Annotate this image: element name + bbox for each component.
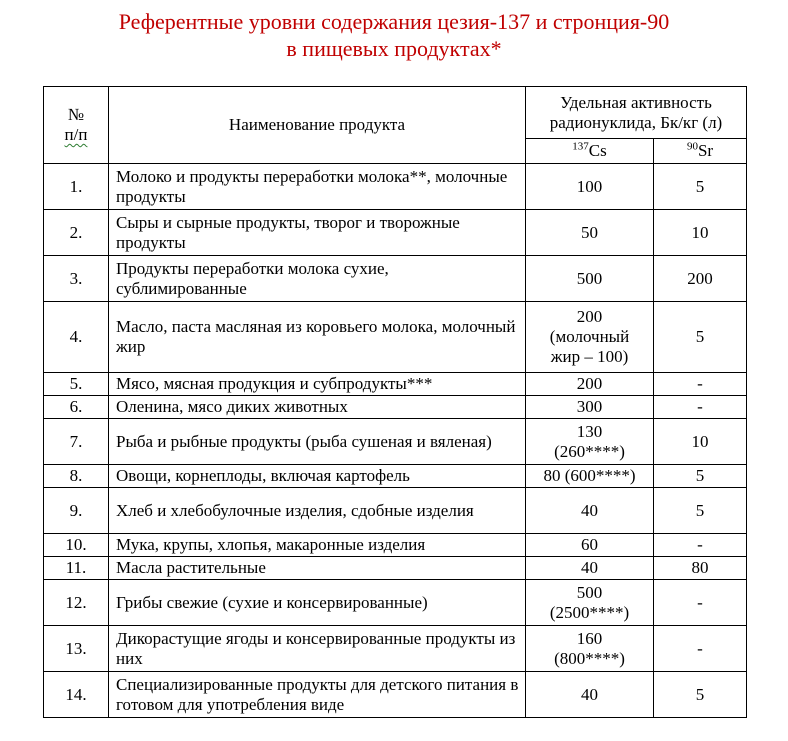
product-name: Рыба и рыбные продукты (рыба сушеная и вяленая) — [109, 419, 526, 465]
row-number: 11. — [44, 557, 109, 580]
table-row — [44, 164, 747, 210]
sr90-value: - — [654, 534, 747, 557]
table-row — [44, 488, 747, 534]
row-number: 7. — [44, 419, 109, 465]
cs-mass-number: 137 — [572, 140, 589, 153]
cs137-value-line: 200 — [576, 307, 603, 326]
title-line-1: Референтные уровни содержания цезия-137 и стронция-90 — [118, 9, 670, 34]
cs137-value — [526, 419, 654, 465]
header-activity-line-1: Удельная активность — [560, 92, 712, 112]
table-row — [44, 210, 747, 256]
sr90-value: - — [654, 580, 747, 626]
cs137-value-line: (260****) — [554, 441, 625, 461]
sr-symbol: Sr — [697, 141, 714, 160]
sr-mass-number: 90 — [686, 140, 698, 153]
cs137-value-line: (2500****) — [549, 602, 630, 622]
cs137-value — [526, 302, 654, 373]
product-name: Оленина, мясо диких животных — [109, 396, 526, 419]
cs137-value-line: 130 — [576, 421, 603, 441]
header-activity-line-2: радионуклида, Бк/кг (л) — [549, 112, 723, 132]
row-number: 1. — [44, 164, 109, 210]
cs137-value-line: 40 — [581, 684, 598, 704]
row-number: 14. — [44, 672, 109, 718]
product-name: Мясо, мясная продукция и субпродукты*** — [109, 373, 526, 396]
sr90-value: 5 — [654, 302, 747, 373]
table-row — [44, 672, 747, 718]
cs137-value-line: 300 — [576, 397, 603, 416]
sr90-value: - — [654, 373, 747, 396]
product-name: Сыры и сырные продукты, творог и творожные продукты — [109, 210, 526, 256]
cs137-value-line: 60 — [581, 535, 598, 554]
table-row — [44, 626, 747, 672]
table-row — [44, 534, 747, 557]
sr90-value: 80 — [654, 557, 747, 580]
header-product-name: Наименование продукта — [109, 87, 526, 164]
sr90-value: 10 — [654, 419, 747, 465]
row-number: 12. — [44, 580, 109, 626]
title-line-2: в пищевых продуктах* — [286, 36, 502, 61]
table-row — [44, 557, 747, 580]
header-number-cell — [44, 87, 109, 164]
product-name: Мука, крупы, хлопья, макаронные изделия — [109, 534, 526, 557]
table-header — [44, 87, 747, 164]
row-number: 5. — [44, 373, 109, 396]
cs137-value-line: жир – 100) — [550, 347, 629, 366]
product-name: Специализированные продукты для детского питания в готовом для употребления виде — [109, 672, 526, 718]
cs-symbol: Cs — [588, 141, 607, 160]
cs137-value — [526, 672, 654, 718]
table-row — [44, 580, 747, 626]
cs137-value-line: 50 — [581, 222, 598, 242]
sr90-value: 5 — [654, 164, 747, 210]
header-sr90 — [654, 139, 747, 164]
product-name: Продукты переработки молока сухие, сублимированные — [109, 256, 526, 302]
sr90-value: 10 — [654, 210, 747, 256]
row-number: 3. — [44, 256, 109, 302]
cs137-value-line: 100 — [576, 176, 603, 196]
sr90-value: 5 — [654, 488, 747, 534]
document-title — [0, 8, 788, 62]
product-name: Грибы свежие (сухие и консервированные) — [109, 580, 526, 626]
cs137-value — [526, 256, 654, 302]
product-name: Овощи, корнеплоды, включая картофель — [109, 465, 526, 488]
cs137-value-line: 500 — [576, 582, 603, 602]
row-number: 8. — [44, 465, 109, 488]
header-row-1 — [44, 87, 747, 139]
table-row — [44, 256, 747, 302]
table-body — [44, 164, 747, 718]
cs137-value-line: (800****) — [554, 648, 625, 668]
row-number: 10. — [44, 534, 109, 557]
product-name: Масла растительные — [109, 557, 526, 580]
cs137-value — [526, 488, 654, 534]
cs137-value-line: 160 — [576, 628, 603, 648]
sr90-value: 200 — [654, 256, 747, 302]
cs137-value — [526, 557, 654, 580]
sr90-value: 5 — [654, 465, 747, 488]
cs137-value-line: 40 — [581, 500, 598, 520]
cs137-value-line: 80 (600****) — [543, 466, 636, 485]
cs137-value — [526, 164, 654, 210]
header-cs137 — [526, 139, 654, 164]
sr90-value: - — [654, 626, 747, 672]
cs137-value — [526, 465, 654, 488]
table-row — [44, 373, 747, 396]
product-name: Молоко и продукты переработки молока**, молочные продукты — [109, 164, 526, 210]
header-number-pp: п/п — [64, 125, 88, 144]
cs137-value — [526, 580, 654, 626]
table-row — [44, 396, 747, 419]
product-name: Дикорастущие ягоды и консервированные продукты из них — [109, 626, 526, 672]
row-number: 9. — [44, 488, 109, 534]
sr90-value: 5 — [654, 672, 747, 718]
header-number-symbol: № — [67, 105, 85, 124]
cs137-value-line: 40 — [581, 558, 598, 577]
table-row — [44, 465, 747, 488]
sr90-value: - — [654, 396, 747, 419]
cs137-value — [526, 534, 654, 557]
row-number: 2. — [44, 210, 109, 256]
cs137-value — [526, 373, 654, 396]
reference-levels-table — [43, 86, 747, 718]
row-number: 13. — [44, 626, 109, 672]
product-name: Хлеб и хлебобулочные изделия, сдобные изделия — [109, 488, 526, 534]
cs137-value — [526, 210, 654, 256]
row-number: 4. — [44, 302, 109, 373]
cs137-value — [526, 396, 654, 419]
cs137-value-line: 500 — [576, 268, 603, 288]
row-number: 6. — [44, 396, 109, 419]
cs137-value-line: (молочный — [549, 327, 630, 346]
cs137-value-line: 200 — [576, 374, 603, 393]
header-specific-activity — [526, 87, 747, 139]
cs137-value — [526, 626, 654, 672]
table-row — [44, 419, 747, 465]
table-row — [44, 302, 747, 373]
product-name: Масло, паста масляная из коровьего молока, молочный жир — [109, 302, 526, 373]
